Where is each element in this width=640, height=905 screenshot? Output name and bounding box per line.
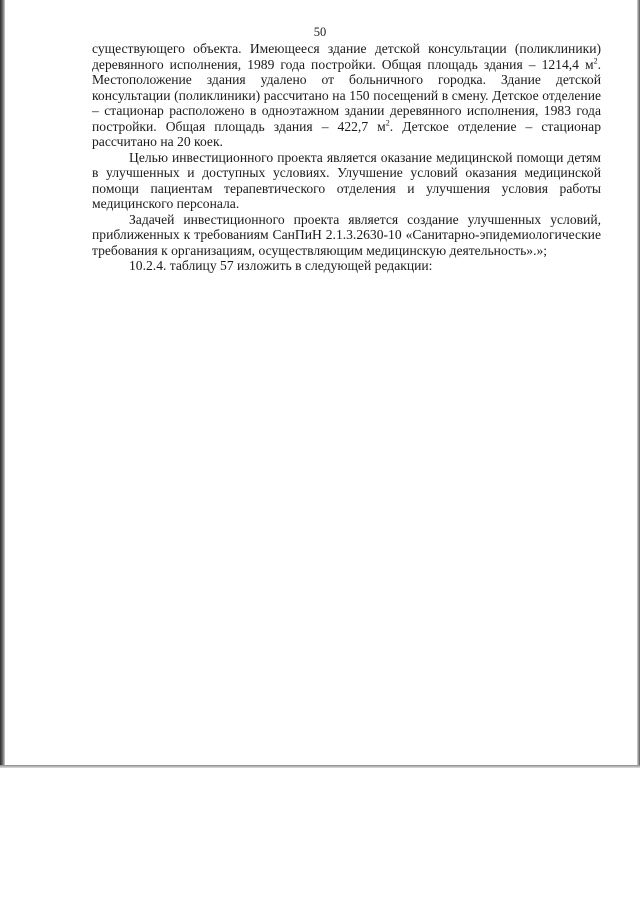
scan-edge-left — [0, 0, 5, 765]
paragraph-text: . Детское отделение – стационар рассчитано на 20 коек. — [92, 118, 601, 149]
document-body — [92, 41, 601, 274]
paragraph-text: . Местоположение здания удалено от больничного городка. Здание детской консультации (поликлиники) рассчитано на 150 посещений в смену. Детское отделение – стационар расположено в одноэтажном здании деревянного исполнения, 1983 года постройки. Общая площадь здания – 422,7 м — [92, 56, 601, 134]
scan-edge-bottom — [0, 765, 640, 768]
paragraph-project-task: Задачей инвестиционного проекта является создание улучшенных условий, приближенных к требованиям СанПиН 2.1.3.2630-10 «Санитарно-эпидемиологические требования к организациям, осуществляющим медицинскую деятельность».»; — [92, 211, 601, 258]
paragraph-project-goal: Целью инвестиционного проекта является оказание медицинской помощи детям в улучшенных и доступных условиях. Улучшение условий оказания медицинской помощи пациентам терапевтического отделения и улучшения условия работы медицинского персонала. — [92, 149, 601, 211]
superscript-squared: 2 — [385, 117, 390, 127]
paragraph-table-instruction: 10.2.4. таблицу 57 изложить в следующей редакции: — [129, 258, 433, 273]
superscript-squared: 2 — [593, 55, 598, 65]
page-number: 50 — [313, 25, 327, 39]
paragraph-building-description — [92, 41, 601, 150]
paragraph-text: существующего объекта. Имеющееся здание детской консультации (поликлиники) деревянного исполнения, 1989 года постройки. Общая площадь здания – 1214,4 м — [92, 41, 601, 72]
